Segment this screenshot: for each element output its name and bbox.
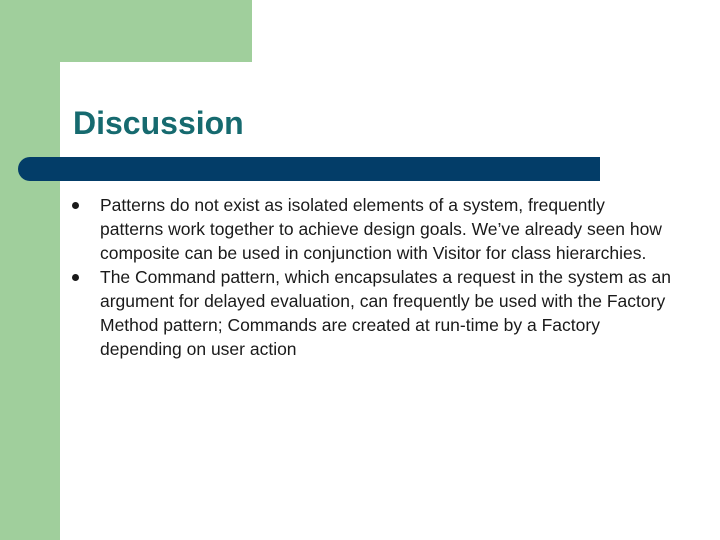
bullet-item [72,265,672,361]
slide-title: Discussion [73,105,244,141]
bullet-text: Patterns do not exist as isolated elements of a system, frequently patterns work together to achieve design goals. We’ve already seen how composite can be used in conjunction with Visitor for class hierarchies. [100,195,662,263]
left-green-band [0,0,60,540]
bullet-list [72,193,672,361]
top-green-band [0,0,252,62]
bullet-dot-icon [72,202,79,209]
bullet-item [72,193,672,265]
bullet-dot-icon [72,274,79,281]
bullet-text: The Command pattern, which encapsulates a request in the system as an argument for delayed evaluation, can frequently be used with the Factory Method pattern; Commands are created at run-time by a Factory depending on user action [100,267,671,359]
title-divider-bar [18,157,600,181]
